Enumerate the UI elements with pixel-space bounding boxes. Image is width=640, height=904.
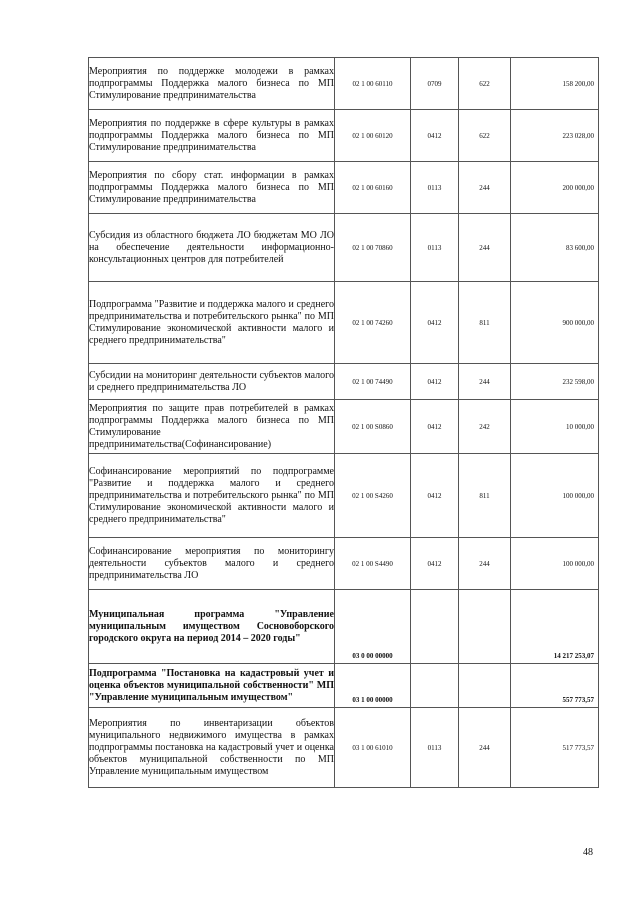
row-sum-cell: 900 000,00	[511, 282, 599, 364]
row-vr-cell: 244	[459, 364, 511, 400]
row-section-cell: 0412	[411, 538, 459, 590]
row-sum-cell: 557 773,57	[511, 664, 599, 708]
row-name-cell: Софинансирование мероприятий по подпрограмме "Развитие и поддержка малого и среднего предпринимательства и потребительского рынка" по МП Стимулирование экономической активности малого и среднего предпринимательства"	[89, 454, 335, 538]
row-sum-cell: 14 217 253,07	[511, 590, 599, 664]
row-csr-cell: 02 1 00 60160	[335, 162, 411, 214]
row-name-cell: Муниципальная программа "Управление муниципальным имуществом Сосновоборского городского округа на период 2014 – 2020 годы"	[89, 590, 335, 664]
row-name-cell: Подпрограмма "Развитие и поддержка малого и среднего предпринимательства и потребительского рынка" по МП Стимулирование экономической активности малого и среднего предпринимательства"	[89, 282, 335, 364]
table-row	[89, 282, 599, 364]
row-section-cell: 0113	[411, 708, 459, 788]
row-csr-cell: 03 1 00 61010	[335, 708, 411, 788]
row-sum-cell: 100 000,00	[511, 454, 599, 538]
row-sum-cell: 158 200,00	[511, 58, 599, 110]
row-name-cell: Мероприятия по защите прав потребителей в рамках подпрограммы Поддержка малого бизнеса по МП Стимулирование предпринимательства(Софинансирование)	[89, 400, 335, 454]
row-name-cell: Подпрограмма "Постановка на кадастровый учет и оценка объектов муниципальной собственности" МП "Управление муниципальным имуществом"	[89, 664, 335, 708]
table-row	[89, 400, 599, 454]
table-row	[89, 538, 599, 590]
table-row-program	[89, 590, 599, 664]
table-row	[89, 708, 599, 788]
table-row	[89, 214, 599, 282]
row-name-cell: Мероприятия по инвентаризации объектов муниципального недвижимого имущества в рамках подпрограммы постановка на кадастровый учет и оценка объектов муниципальной собственности по МП Управление муниципальным имуществом	[89, 708, 335, 788]
page-number: 48	[583, 847, 593, 858]
row-csr-cell: 02 1 00 S4260	[335, 454, 411, 538]
row-csr-cell: 03 0 00 00000	[335, 590, 411, 664]
row-section-cell: 0113	[411, 162, 459, 214]
row-name-cell: Мероприятия по поддержке в сфере культуры в рамках подпрограммы Поддержка малого бизнеса по МП Стимулирование предпринимательства	[89, 110, 335, 162]
row-vr-cell: 244	[459, 162, 511, 214]
table-row	[89, 110, 599, 162]
row-sum-cell: 100 000,00	[511, 538, 599, 590]
row-name-cell: Мероприятия по поддержке молодежи в рамках подпрограммы Поддержка малого бизнеса по МП Стимулирование предпринимательства	[89, 58, 335, 110]
row-csr-cell: 02 1 00 74490	[335, 364, 411, 400]
row-section-cell	[411, 590, 459, 664]
row-sum-cell: 232 598,00	[511, 364, 599, 400]
row-name-cell: Субсидия из областного бюджета ЛО бюджетам МО ЛО на обеспечение деятельности информационно-консультационных центров для потребителей	[89, 214, 335, 282]
table-row	[89, 364, 599, 400]
row-name-cell: Мероприятия по сбору стат. информации в рамках подпрограммы Поддержка малого бизнеса по МП Стимулирование предпринимательства	[89, 162, 335, 214]
row-sum-cell: 10 000,00	[511, 400, 599, 454]
row-csr-cell: 02 1 00 70860	[335, 214, 411, 282]
row-section-cell: 0412	[411, 400, 459, 454]
row-section-cell: 0709	[411, 58, 459, 110]
row-name-cell: Субсидии на мониторинг деятельности субъектов малого и среднего предпринимательства ЛО	[89, 364, 335, 400]
row-section-cell: 0412	[411, 454, 459, 538]
row-section-cell: 0412	[411, 364, 459, 400]
row-vr-cell: 244	[459, 214, 511, 282]
table-row	[89, 162, 599, 214]
row-vr-cell: 622	[459, 58, 511, 110]
row-csr-cell: 02 1 00 60110	[335, 58, 411, 110]
row-sum-cell: 83 600,00	[511, 214, 599, 282]
row-csr-cell: 02 1 00 S4490	[335, 538, 411, 590]
table-row-program	[89, 664, 599, 708]
table-row	[89, 454, 599, 538]
row-vr-cell	[459, 590, 511, 664]
row-vr-cell: 244	[459, 538, 511, 590]
row-sum-cell: 223 028,00	[511, 110, 599, 162]
row-vr-cell: 622	[459, 110, 511, 162]
row-sum-cell: 200 000,00	[511, 162, 599, 214]
row-name-cell: Софинансирование мероприятия по мониторингу деятельности субъектов малого и среднего предпринимательства ЛО	[89, 538, 335, 590]
row-vr-cell	[459, 664, 511, 708]
row-vr-cell: 811	[459, 282, 511, 364]
row-vr-cell: 242	[459, 400, 511, 454]
budget-table	[88, 57, 599, 788]
row-csr-cell: 02 1 00 60120	[335, 110, 411, 162]
row-csr-cell: 02 1 00 S0860	[335, 400, 411, 454]
row-sum-cell: 517 773,57	[511, 708, 599, 788]
row-vr-cell: 811	[459, 454, 511, 538]
table-row	[89, 58, 599, 110]
row-csr-cell: 02 1 00 74260	[335, 282, 411, 364]
row-section-cell: 0113	[411, 214, 459, 282]
row-section-cell: 0412	[411, 110, 459, 162]
row-section-cell: 0412	[411, 282, 459, 364]
row-section-cell	[411, 664, 459, 708]
row-vr-cell: 244	[459, 708, 511, 788]
row-csr-cell: 03 1 00 00000	[335, 664, 411, 708]
